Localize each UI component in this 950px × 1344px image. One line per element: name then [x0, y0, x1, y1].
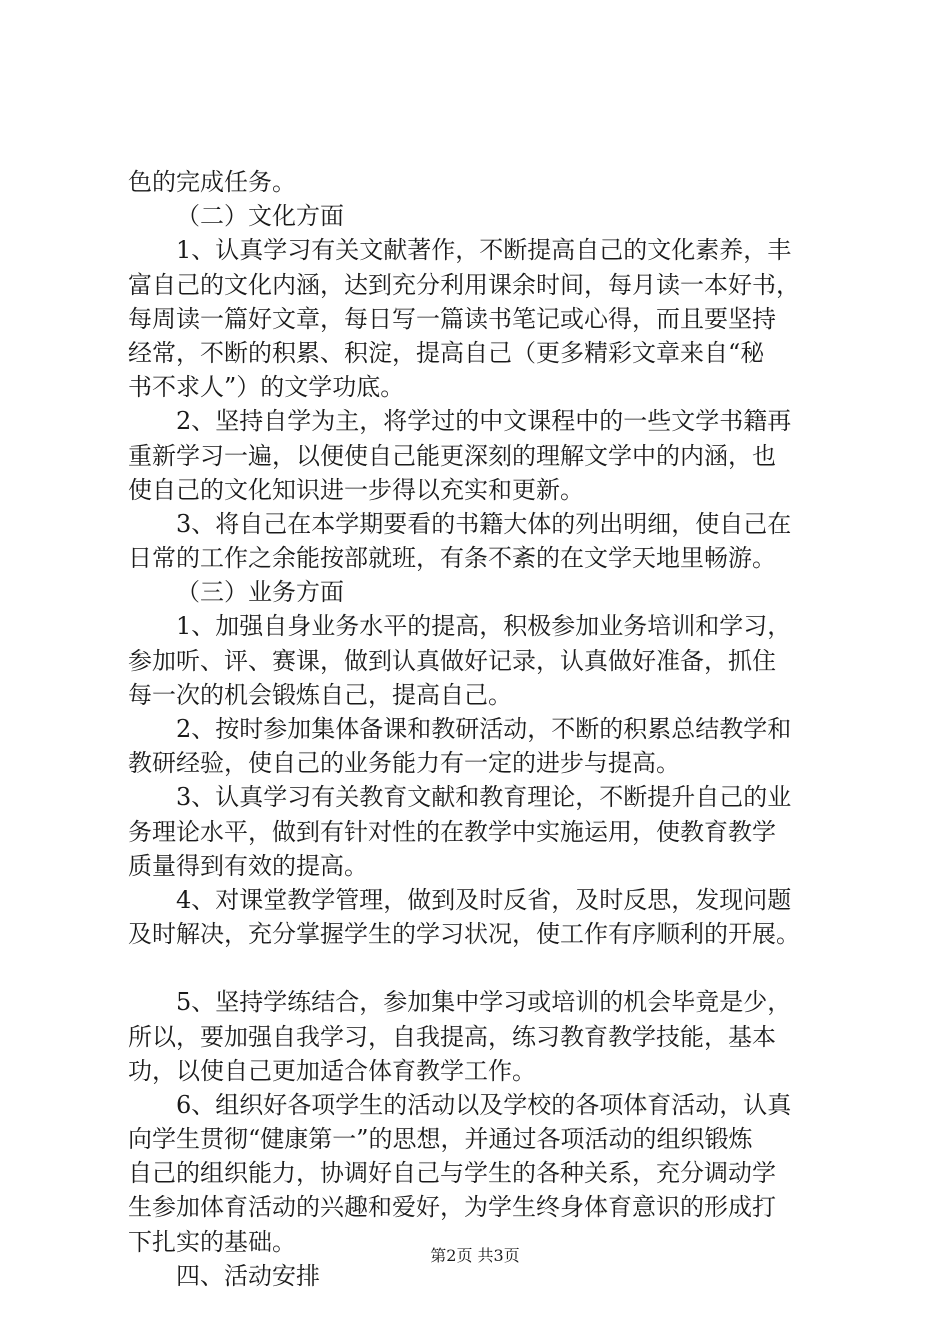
text-line: 色的完成任务。: [128, 168, 296, 196]
text-line: 参加听、评、赛课，做到认真做好记录，认真做好准备，抓住: [128, 646, 776, 675]
text-line: 2、坚持自学为主，将学过的中文课程中的一些文学书籍再: [176, 407, 792, 436]
text-line: 每一次的机会锻炼自己，提高自己。: [128, 680, 512, 709]
text-line: 6、组织好各项学生的活动以及学校的各项体育活动，认真: [176, 1090, 792, 1119]
section-heading-activities: 四、活动安排: [176, 1261, 320, 1290]
text-line: 3、将自己在本学期要看的书籍大体的列出明细，使自己在: [176, 509, 792, 538]
text-line: 向学生贯彻“健康第一”的思想，并通过各项活动的组织锻炼: [128, 1125, 753, 1154]
body-text: [128, 165, 838, 1293]
text-line: 教研经验，使自己的业务能力有一定的进步与提高。: [128, 749, 680, 778]
text-line: 务理论水平，做到有针对性的在教学中实施运用，使教育教学: [128, 817, 776, 846]
text-line: 经常，不断的积累、积淀，提高自己（更多精彩文章来自“秘: [128, 338, 765, 367]
text-line: 生参加体育活动的兴趣和爱好，为学生终身体育意识的形成打: [128, 1193, 776, 1222]
text-line: 及时解决，充分掌握学生的学习状况，使工作有序顺利的开展。: [128, 920, 800, 949]
paragraph-gap: [128, 951, 838, 985]
text-line: 1、加强自身业务水平的提高，积极参加业务培训和学习，: [176, 612, 792, 641]
text-line: 1、认真学习有关文献著作，不断提高自己的文化素养，丰: [176, 236, 792, 265]
text-line: 使自己的文化知识进一步得以充实和更新。: [128, 475, 584, 504]
text-line: 每周读一篇好文章，每日写一篇读书笔记或心得，而且要坚持: [128, 304, 776, 333]
text-line: 日常的工作之余能按部就班，有条不紊的在文学天地里畅游。: [128, 544, 776, 573]
text-line: 5、坚持学练结合，参加集中学习或培训的机会毕竟是少，: [176, 988, 792, 1017]
text-line: 质量得到有效的提高。: [128, 851, 368, 880]
text-line: 2、按时参加集体备课和教研活动，不断的积累总结教学和: [176, 715, 792, 743]
text-line: 所以，要加强自我学习，自我提高，练习教育教学技能，基本: [128, 1022, 776, 1051]
text-line: 自己的组织能力，协调好自己与学生的各种关系，充分调动学: [128, 1159, 776, 1188]
section-heading-business: （三）业务方面: [176, 578, 344, 607]
text-line: 书不求人”）的文学功底。: [128, 373, 405, 402]
page-footer: 第2页 共3页: [430, 1246, 520, 1265]
text-line: 下扎实的基础。: [128, 1227, 296, 1256]
text-line: 3、认真学习有关教育文献和教育理论，不断提升自己的业: [176, 783, 792, 812]
text-line: 4、对课堂教学管理，做到及时反省，及时反思，发现问题: [176, 885, 792, 914]
text-line: 富自己的文化内涵，达到充分利用课余时间，每月读一本好书，: [128, 270, 800, 299]
text-line: 重新学习一遍，以便使自己能更深刻的理解文学中的内涵，也: [128, 441, 776, 470]
text-line: 功，以使自己更加适合体育教学工作。: [128, 1056, 536, 1085]
section-heading-culture: （二）文化方面: [176, 202, 344, 231]
